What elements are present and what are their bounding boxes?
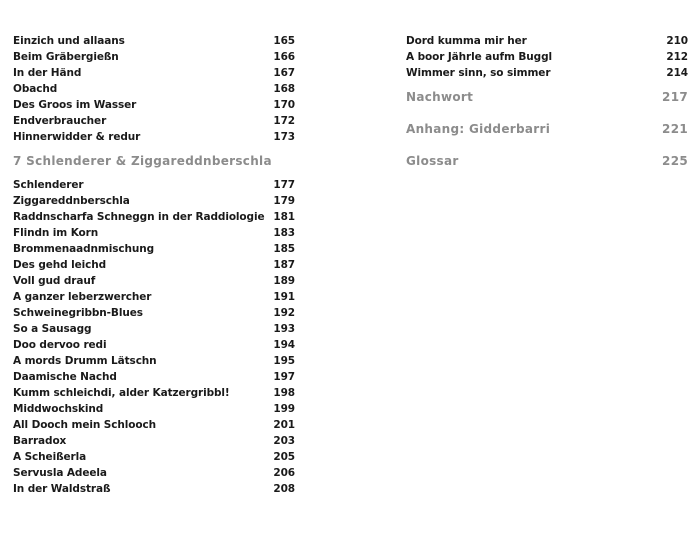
- toc-entry-title: Obachd: [13, 83, 58, 95]
- toc-entry: [13, 433, 295, 449]
- toc-entry-title: Kumm schleichdi, alder Katzergribbl!: [13, 387, 230, 399]
- toc-entry: [13, 305, 295, 321]
- toc-entry-title: A boor Jährle aufm Buggl: [406, 51, 553, 63]
- toc-section-heading: [406, 81, 688, 113]
- toc-entry-title: A mords Drumm Lätschn: [13, 355, 157, 367]
- toc-entry: [13, 369, 295, 385]
- toc-entry-page-number: 199: [273, 403, 295, 415]
- toc-entry: [13, 401, 295, 417]
- toc-entry-page-number: 181: [273, 211, 295, 223]
- toc-entry-title: Middwochskind: [13, 403, 104, 415]
- toc-entry-page-number: 173: [273, 131, 295, 143]
- toc-entry-title: All Dooch mein Schlooch: [13, 419, 156, 431]
- toc-entry-page-number: 170: [273, 99, 295, 111]
- toc-entry-page-number: 194: [273, 339, 295, 351]
- toc-entry-page-number: 197: [273, 371, 295, 383]
- toc-entry: [13, 209, 295, 225]
- toc-entry: [13, 65, 295, 81]
- toc-entry-page-number: 192: [273, 307, 295, 319]
- toc-entry: [13, 353, 295, 369]
- toc-entry: [13, 337, 295, 353]
- toc-entry: [13, 129, 295, 145]
- toc-right-column: [406, 33, 688, 177]
- toc-entry-page-number: 193: [273, 323, 295, 335]
- toc-entry-page-number: 167: [273, 67, 295, 79]
- toc-entry-title: A ganzer leberzwercher: [13, 291, 152, 303]
- toc-entry-page-number: 201: [273, 419, 295, 431]
- toc-entry-title: Wimmer sinn, so simmer: [406, 67, 551, 79]
- toc-entry-page-number: 172: [273, 115, 295, 127]
- toc-entry: [13, 321, 295, 337]
- toc-entry-page-number: 198: [273, 387, 295, 399]
- toc-entry-title: Des gehd leichd: [13, 259, 107, 271]
- toc-entry-title: Hinnerwidder & redur: [13, 131, 141, 143]
- toc-entry: [13, 465, 295, 481]
- toc-entry-title: Schweinegribbn-Blues: [13, 307, 143, 319]
- toc-entry-title: Daamische Nachd: [13, 371, 117, 383]
- toc-entry-title: Ziggareddnberschla: [13, 195, 130, 207]
- toc-entry: [13, 257, 295, 273]
- toc-entry-title: A Scheißerla: [13, 451, 87, 463]
- toc-entry-page-number: 165: [273, 35, 295, 47]
- toc-entry-page-number: 195: [273, 355, 295, 367]
- toc-entry-page-number: 212: [666, 51, 688, 63]
- toc-entry: [13, 81, 295, 97]
- toc-entry-title: Schlenderer: [13, 179, 84, 191]
- toc-entry-title: Raddnscharfa Schneggn in der Raddiologie: [13, 211, 265, 223]
- toc-entry: [13, 177, 295, 193]
- toc-entry: [13, 113, 295, 129]
- toc-group-stories-3: [406, 33, 688, 81]
- toc-entry: [13, 289, 295, 305]
- toc-entry: [13, 49, 295, 65]
- toc-entry-page-number: 189: [273, 275, 295, 287]
- toc-entry-page-number: 179: [273, 195, 295, 207]
- toc-entry-page-number: 168: [273, 83, 295, 95]
- toc-entry: [13, 449, 295, 465]
- toc-entry-title: Flindn im Korn: [13, 227, 99, 239]
- toc-entry-page-number: 203: [273, 435, 295, 447]
- toc-entry-title: Nachwort: [406, 90, 474, 104]
- toc-section-heading: [406, 113, 688, 145]
- toc-entry: [406, 65, 688, 81]
- toc-entry-page-number: 177: [273, 179, 295, 191]
- toc-entry-page-number: 208: [273, 483, 295, 495]
- toc-entry: [13, 385, 295, 401]
- chapter-heading-title: 7 Schlenderer & Ziggareddnberschla: [13, 154, 272, 168]
- toc-entry-title: Beim Gräbergießn: [13, 51, 119, 63]
- toc-entry: [406, 49, 688, 65]
- toc-entry-page-number: 185: [273, 243, 295, 255]
- toc-entry: [13, 97, 295, 113]
- toc-entry-title: Brommenaadnmischung: [13, 243, 155, 255]
- toc-entry-title: So a Sausagg: [13, 323, 92, 335]
- toc-entry-title: Glossar: [406, 154, 459, 168]
- toc-entry-page-number: 187: [273, 259, 295, 271]
- toc-entry-page-number: 214: [666, 67, 688, 79]
- toc-entry-title: Einzich und allaans: [13, 35, 125, 47]
- toc-entry: [13, 225, 295, 241]
- toc-back-matter: [406, 81, 688, 177]
- toc-entry: [13, 33, 295, 49]
- toc-entry-title: Dord kumma mir her: [406, 35, 527, 47]
- toc-entry: [13, 241, 295, 257]
- toc-entry-title: Doo dervoo redi: [13, 339, 107, 351]
- toc-entry-title: Des Groos im Wasser: [13, 99, 137, 111]
- toc-entry-page-number: 183: [273, 227, 295, 239]
- toc-entry-page-number: 191: [273, 291, 295, 303]
- toc-entry-title: Voll gud drauf: [13, 275, 96, 287]
- toc-group-stories-2: [13, 177, 295, 497]
- toc-entry-title: In der Waldstraß: [13, 483, 111, 495]
- toc-entry-page-number: 221: [662, 122, 688, 136]
- toc-entry-page-number: 206: [273, 467, 295, 479]
- toc-left-column: [13, 33, 295, 497]
- toc-entry-title: In der Händ: [13, 67, 82, 79]
- toc-entry-page-number: 205: [273, 451, 295, 463]
- toc-entry-page-number: 210: [666, 35, 688, 47]
- toc-entry-title: Servusla Adeela: [13, 467, 107, 479]
- toc-entry: [406, 33, 688, 49]
- toc-entry-title: Anhang: Gidderbarri: [406, 122, 551, 136]
- toc-entry: [13, 481, 295, 497]
- toc-section-heading: [406, 145, 688, 177]
- toc-entry-page-number: 225: [662, 154, 688, 168]
- toc-entry: [13, 273, 295, 289]
- toc-entry: [13, 417, 295, 433]
- toc-entry: [13, 193, 295, 209]
- chapter-heading: [13, 145, 295, 177]
- toc-entry-title: Endverbraucher: [13, 115, 107, 127]
- toc-entry-page-number: 166: [273, 51, 295, 63]
- toc-group-stories-1: [13, 33, 295, 145]
- toc-entry-title: Barradox: [13, 435, 67, 447]
- toc-entry-page-number: 217: [662, 90, 688, 104]
